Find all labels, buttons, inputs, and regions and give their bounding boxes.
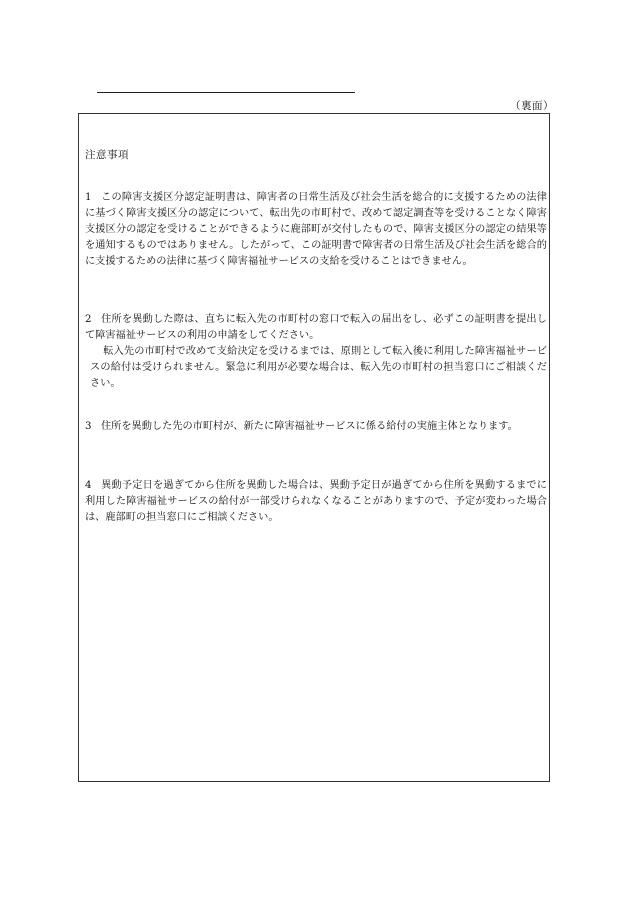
top-underline bbox=[97, 92, 355, 93]
notice-item-number: 2 bbox=[85, 314, 92, 325]
notice-item-text: 住所を異動した際は、直ちに転入先の市町村の窓口で転入の届出をし、必ずこの証明書を提出して障害福祉サービスの利用の申請をしてください。 bbox=[85, 314, 547, 341]
notice-item-3 bbox=[85, 419, 547, 435]
notice-title: 注意事項 bbox=[85, 149, 129, 161]
notice-item-text: この障害支援区分認定証明書は、障害者の日常生活及び社会生活を総合的に支援するための法律に基づく障害支援区分の認定について、転出先の市町村で、改めて認定調査等を受けることなく障害支援区分の認定を受けることができるように鹿部町が交付したもので、障害支援区分の認定の結果等を通知するものではありません。したがって、この証明書で障害者の日常生活及び社会生活を総合的に支援するための法律に基づく障害福祉サービスの支給を受けることはできません。 bbox=[85, 192, 547, 267]
notice-item-1 bbox=[85, 190, 547, 270]
notice-item-2 bbox=[85, 312, 547, 392]
notice-item-text: 異動予定日を過ぎてから住所を異動した場合は、異動予定日が過ぎてから住所を異動するまでに利用した障害福祉サービスの給付が一部受けられなくなることがありますので、予定が変わった場合は、鹿部町の担当窓口にご相談ください。 bbox=[85, 480, 547, 523]
notice-item-text: 転入先の市町村で改めて支給決定を受けるまでは、原則として転入後に利用した障害福祉サービスの給付は受けられません。緊急に利用が必要な場合は、転入先の市町村の担当窓口にご相談ください。 bbox=[90, 346, 547, 389]
notice-item-number: 4 bbox=[85, 480, 92, 491]
notice-item-4 bbox=[85, 478, 547, 526]
back-side-label: （裏面） bbox=[510, 100, 554, 112]
notice-item-number: 1 bbox=[85, 192, 92, 203]
notice-item-number: 3 bbox=[85, 421, 92, 432]
notice-item-text: 住所を異動した先の市町村が、新たに障害福祉サービスに係る給付の実施主体となります。 bbox=[101, 421, 518, 432]
